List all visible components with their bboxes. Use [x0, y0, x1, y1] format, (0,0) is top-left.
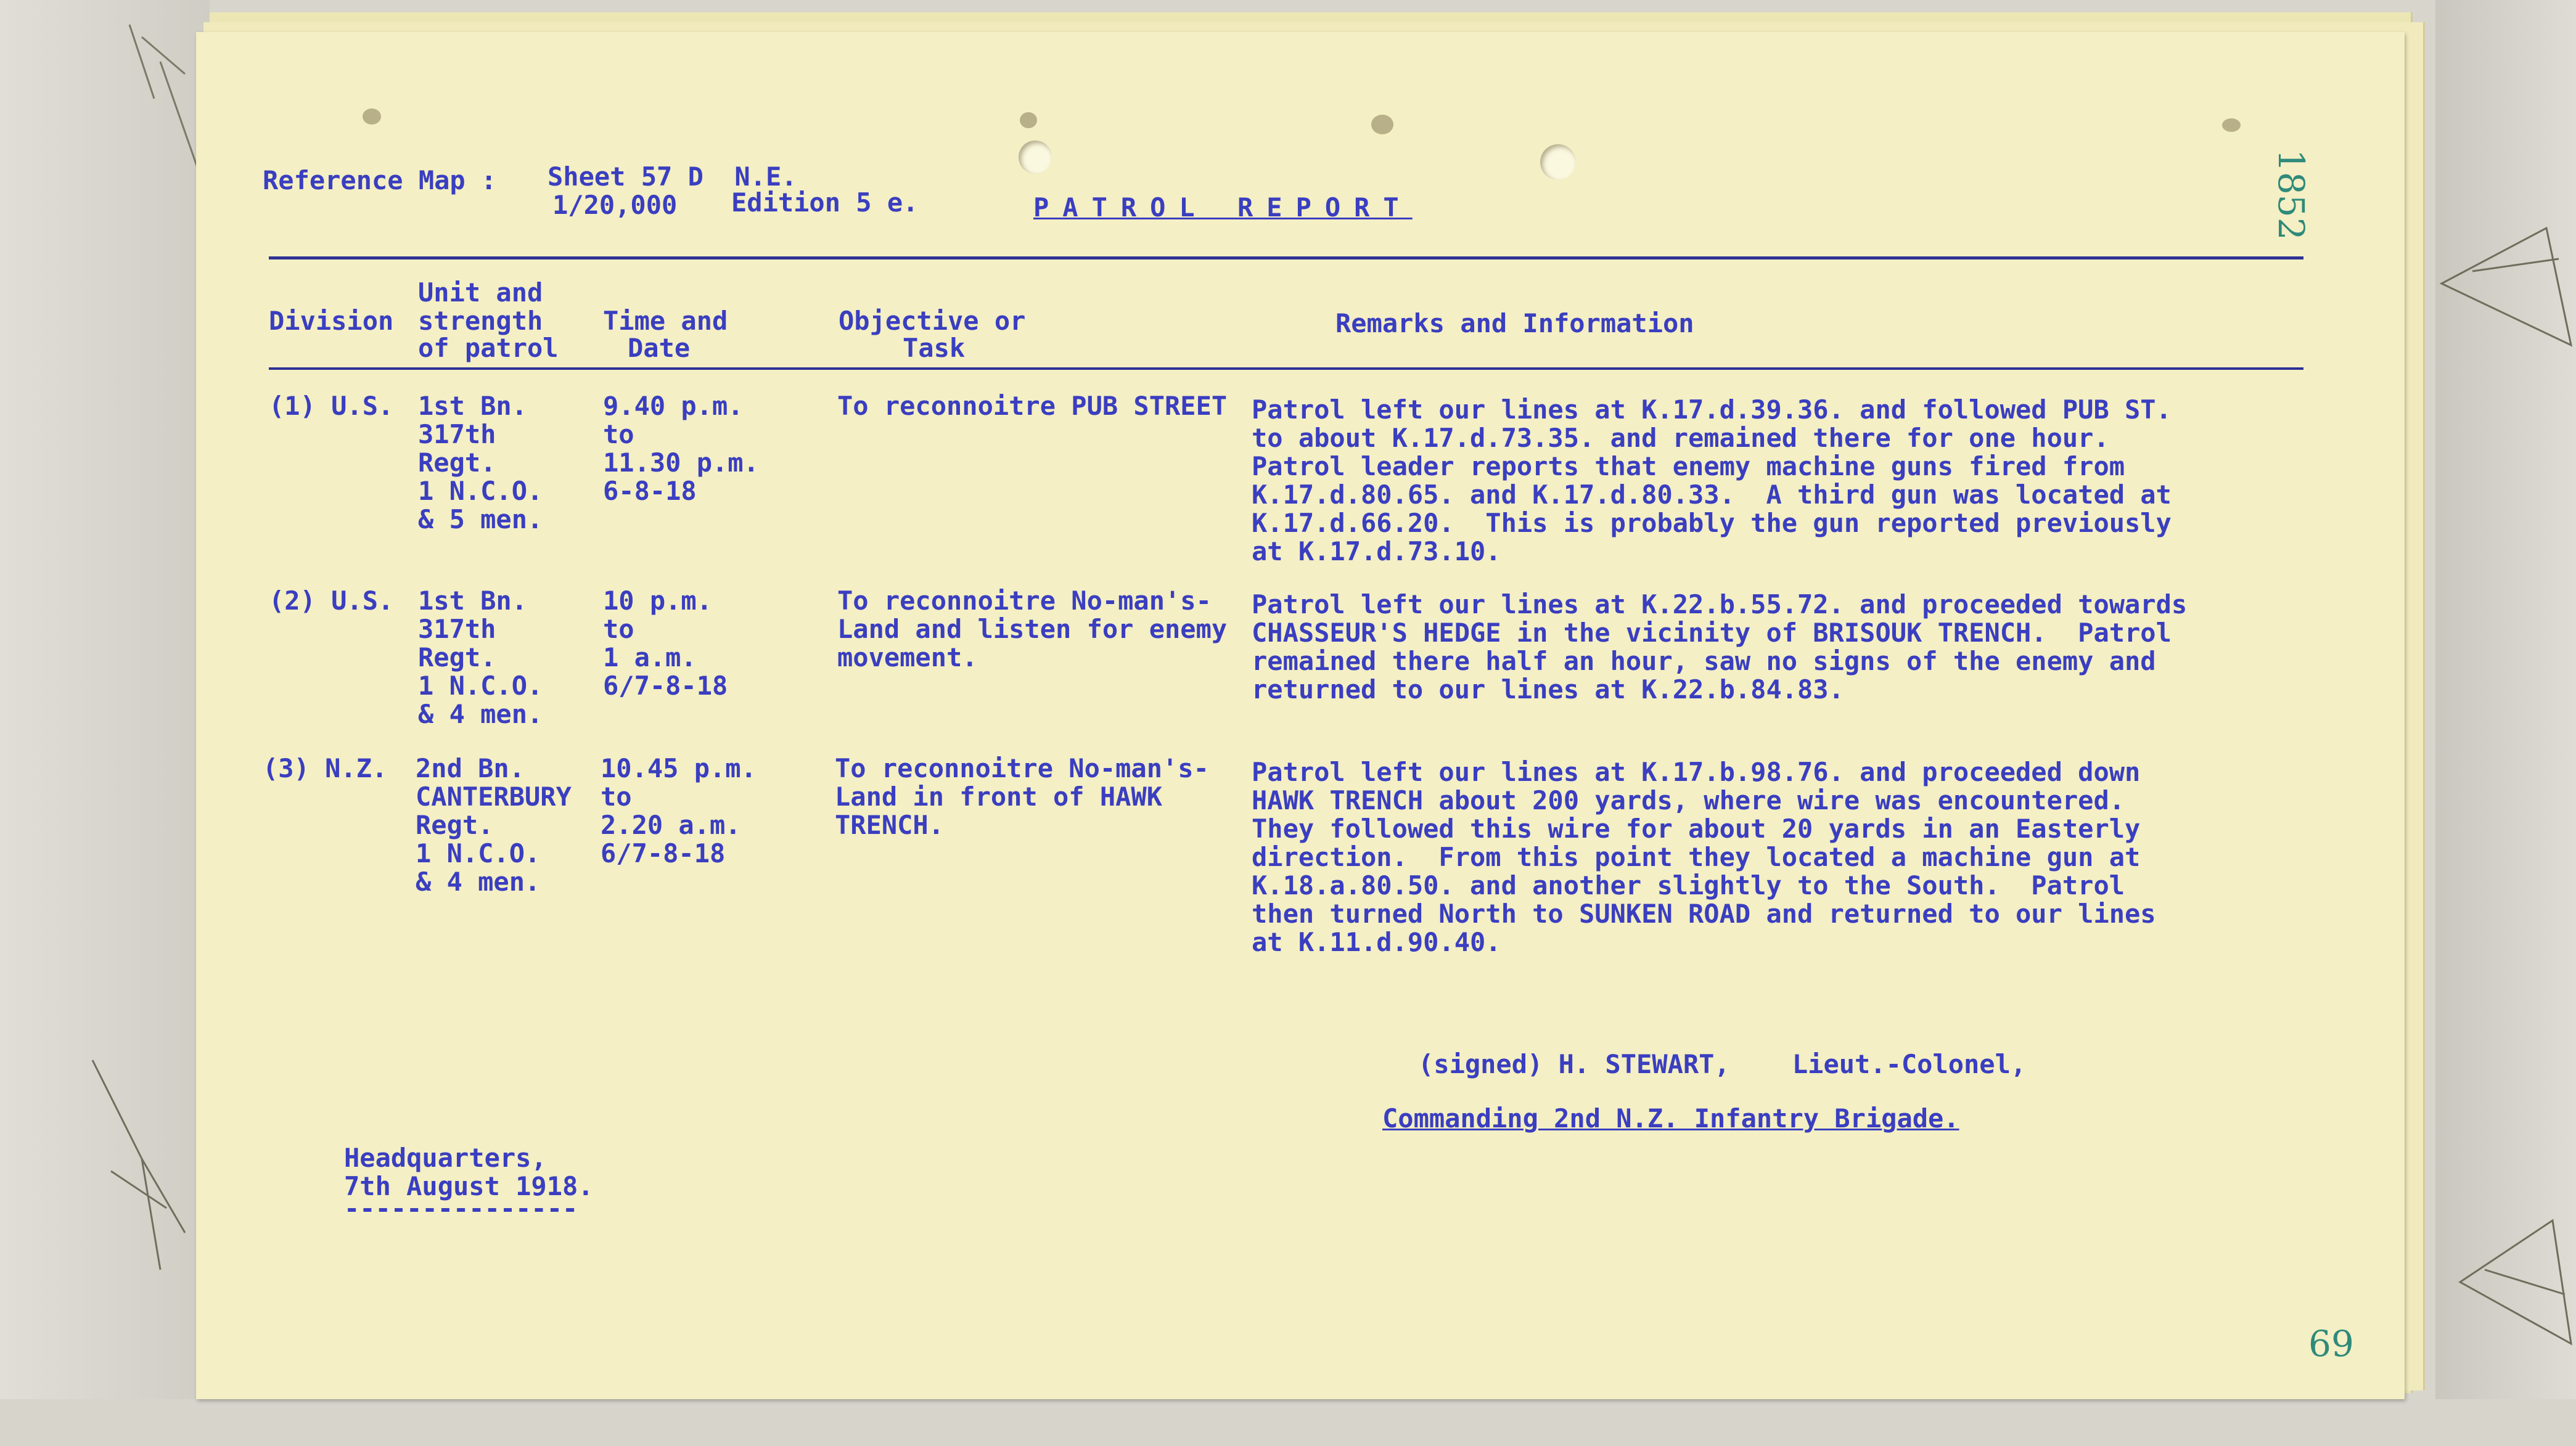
column-unit-line-2: strength [418, 306, 543, 336]
punch-hole [2222, 118, 2241, 132]
background-right [2435, 0, 2576, 1446]
punch-hole [1371, 115, 1393, 134]
row-unit: 2nd Bn. CANTERBURY Regt. 1 N.C.O. & 4 men. [416, 753, 572, 897]
row-objective: To reconnoitre No-man's- Land and listen for enemy movement. [837, 586, 1228, 672]
report-title: PATROL REPORT [1033, 192, 1413, 223]
column-objective-line-2: Task [903, 333, 966, 363]
column-division: Division [269, 306, 394, 336]
row-remarks: Patrol left our lines at K.22.b.55.72. and proceeded towards CHASSEUR'S HEDGE in the vicinity of BRISOUK TRENCH. Patrol remained there half an hour, saw no signs of the enemy and returned to our lines at K.22.b.84.83. [1252, 589, 2188, 705]
table-top-rule [269, 256, 2303, 259]
column-time-line-1: Time and [603, 306, 728, 336]
row-objective: To reconnoitre No-man's- Land in front of HAWK TRENCH. [835, 753, 1209, 840]
pencil-sketch-left [0, 0, 210, 1446]
sheet-number: Sheet 57 D N.E. [548, 161, 797, 192]
row-remarks: Patrol left our lines at K.17.b.98.76. and proceeded down HAWK TRENCH about 200 yards, where wire was encountered. They followed this wire for about 20 yards in an Easterly direction. From this point they located a machine gun at K.18.a.80.50. and another slightly to the South. Patrol then turned North to SUNKEN ROAD and returned to our lines at K.11.d.90.40. [1252, 757, 2156, 957]
punch-hole [1020, 112, 1037, 128]
column-unit-line-3: of patrol [418, 333, 559, 363]
column-unit-line-1: Unit and [418, 277, 543, 308]
signature-line: (signed) H. STEWART, Lieut.-Colonel, [1418, 1049, 2027, 1079]
signature-command: Commanding 2nd N.Z. Infantry Brigade. [1382, 1103, 1959, 1134]
punch-hole [1540, 144, 1576, 180]
folio-stamp-top: 1852 [2270, 149, 2312, 240]
row-division: (1) U.S. [269, 391, 394, 421]
background-left [0, 0, 210, 1446]
column-remarks: Remarks and Information [1335, 308, 1694, 338]
row-division: (3) N.Z. [263, 753, 388, 783]
pencil-sketch-right [2435, 0, 2576, 1446]
reference-map-label: Reference Map : [263, 165, 497, 195]
punch-hole [363, 108, 381, 125]
background-bottom [0, 1399, 2576, 1446]
column-time-line-2: Date [628, 333, 691, 363]
row-time: 9.40 p.m. to 11.30 p.m. 6-8-18 [603, 391, 759, 506]
row-time: 10.45 p.m. to 2.20 a.m. 6/7-8-18 [601, 753, 757, 868]
row-unit: 1st Bn. 317th Regt. 1 N.C.O. & 5 men. [418, 391, 543, 534]
row-unit: 1st Bn. 317th Regt. 1 N.C.O. & 4 men. [418, 586, 543, 729]
headquarters-label: Headquarters, [344, 1143, 547, 1173]
column-objective-line-1: Objective or [839, 306, 1026, 336]
report-date: 7th August 1918. [344, 1171, 594, 1201]
date-underline-dashes: --------------- [344, 1193, 578, 1223]
patrol-report-sheet [196, 32, 2405, 1399]
map-scale: 1/20,000 [552, 190, 678, 220]
row-time: 10 p.m. to 1 a.m. 6/7-8-18 [603, 586, 728, 701]
map-edition: Edition 5 e. [731, 187, 919, 218]
table-header-rule [269, 367, 2303, 370]
row-objective: To reconnoitre PUB STREET [837, 391, 1228, 421]
row-remarks: Patrol left our lines at K.17.d.39.36. and followed PUB ST. to about K.17.d.73.35. and remained there for one hour. Patrol leader reports that enemy machine guns fired from K.17.d.80.65. and K.17.d.80.33. A third gun was located at K.17.d.66.20. This is probably the gun reported previously at K.17.d.73.10. [1252, 394, 2172, 566]
folio-stamp-bottom: 69 [2308, 1321, 2354, 1363]
punch-hole [1019, 141, 1052, 174]
row-division: (2) U.S. [269, 586, 394, 616]
